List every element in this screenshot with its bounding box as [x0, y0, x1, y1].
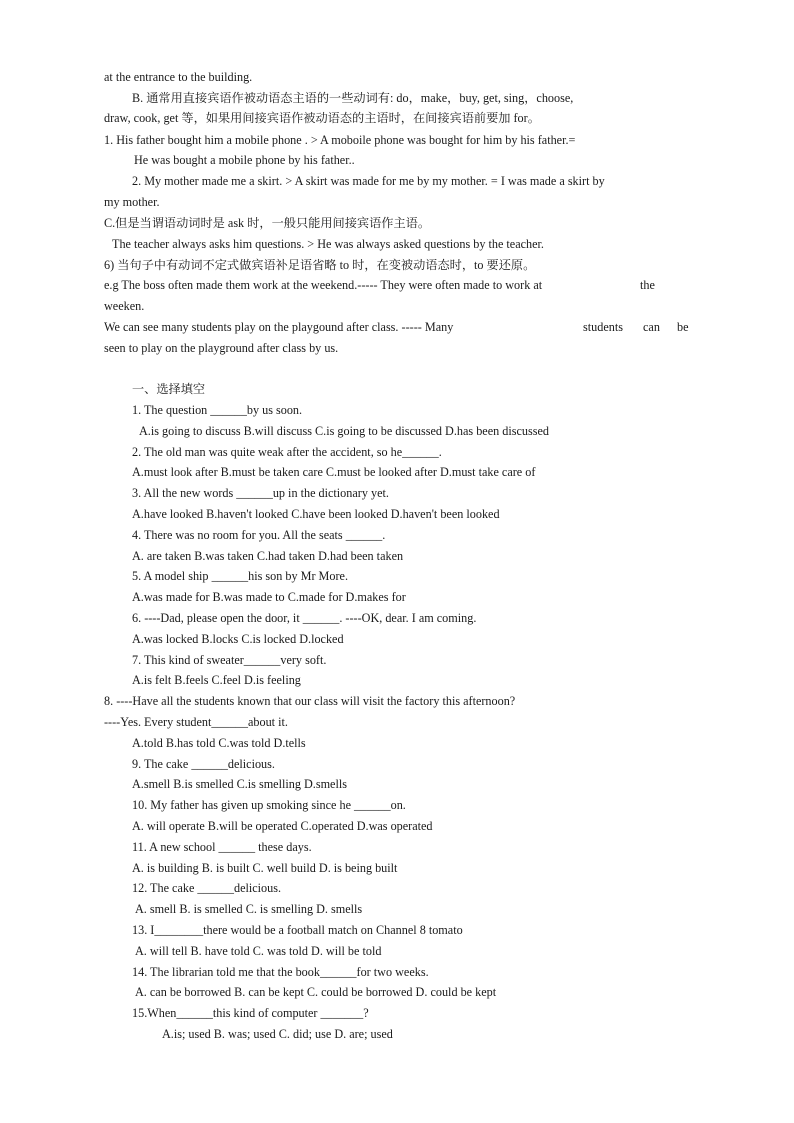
answer-options: A.is going to discuss B.will discuss C.is going to be discussed D.has been discussed — [139, 424, 549, 438]
answer-options: A.is; used B. was; used C. did; use D. are; used — [162, 1027, 393, 1041]
answer-options: A.smell B.is smelled C.is smelling D.smells — [132, 777, 347, 791]
question: 4. There was no room for you. All the seats ______. — [132, 528, 386, 542]
example-sentence — [104, 277, 655, 293]
text-segment: be — [677, 320, 689, 334]
question: 15.When______this kind of computer _______? — [132, 1006, 369, 1020]
question: 12. The cake ______delicious. — [132, 881, 282, 895]
question: 7. This kind of sweater______very soft. — [132, 653, 327, 667]
example-sentence: weeken. — [104, 299, 145, 313]
answer-options: A. are taken B.was taken C.had taken D.had been taken — [132, 549, 404, 563]
section-heading: 一、选择填空 — [132, 382, 206, 396]
question: 9. The cake ______delicious. — [132, 757, 275, 771]
example-sentence — [104, 319, 689, 335]
intro-line: B. 通常用直接宾语作被动语态主语的一些动词有: do，make，buy, get, sing，choose, — [132, 91, 574, 105]
example-sentence: 1. His father bought him a mobile phone . > A moboile phone was bought for him by his father.= — [104, 133, 576, 147]
question: 11. A new school ______ these days. — [132, 840, 312, 854]
answer-options: A.is felt B.feels C.feel D.is feeling — [132, 673, 301, 687]
question: 10. My father has given up smoking since he ______on. — [132, 798, 406, 812]
answer-options: A. smell B. is smelled C. is smelling D. smells — [135, 902, 363, 916]
text-segment: e.g The boss often made them work at the weekend.----- They were often made to work at — [104, 278, 543, 292]
answer-options: A. can be borrowed B. can be kept C. could be borrowed D. could be kept — [135, 985, 497, 999]
intro-line: at the entrance to the building. — [104, 70, 253, 84]
example-sentence: my mother. — [104, 195, 160, 209]
intro-line: C.但是当谓语动词时是 ask 时，一般只能用间接宾语作主语。 — [104, 216, 431, 230]
text-segment: We can see many students play on the playgound after class. ----- Many — [104, 320, 454, 334]
example-sentence: The teacher always asks him questions. > He was always asked questions by the teacher. — [112, 237, 544, 251]
answer-options: A.must look after B.must be taken care C.must be looked after D.must take care of — [132, 465, 536, 479]
text-segment: the — [640, 278, 655, 292]
example-sentence: 2. My mother made me a skirt. > A skirt was made for me by my mother. = I was made a skirt by — [132, 174, 605, 188]
answer-options: A.told B.has told C.was told D.tells — [132, 736, 306, 750]
question: 13. I________there would be a football match on Channel 8 tomato — [132, 923, 463, 937]
question: 8. ----Have all the students known that our class will visit the factory this afternoon? — [104, 694, 516, 708]
answer-options: A.was locked B.locks C.is locked D.locked — [132, 632, 344, 646]
answer-options: A. is building B. is built C. well build D. is being built — [132, 861, 398, 875]
answer-options: A. will tell B. have told C. was told D. will be told — [135, 944, 382, 958]
text-segment: students — [583, 320, 623, 334]
question: 14. The librarian told me that the book______for two weeks. — [132, 965, 429, 979]
question: 5. A model ship ______his son by Mr More. — [132, 569, 348, 583]
question-line: ----Yes. Every student______about it. — [104, 715, 288, 729]
text-segment: can — [643, 320, 660, 334]
example-sentence: seen to play on the playground after class by us. — [104, 341, 339, 355]
answer-options: A. will operate B.will be operated C.operated D.was operated — [132, 819, 433, 833]
intro-line: 6) 当句子中有动词不定式做宾语补足语省略 to 时，在变被动语态时，to 要还原。 — [104, 258, 536, 272]
question: 6. ----Dad, please open the door, it ______. ----OK, dear. I am coming. — [132, 611, 477, 625]
answer-options: A.was made for B.was made to C.made for D.makes for — [132, 590, 406, 604]
question: 2. The old man was quite weak after the accident, so he______. — [132, 445, 442, 459]
intro-line: draw, cook, get 等，如果用间接宾语作被动语态的主语时，在间接宾语前要加 for。 — [104, 111, 540, 125]
question: 1. The question ______by us soon. — [132, 403, 303, 417]
example-sentence: He was bought a mobile phone by his father.. — [134, 153, 355, 167]
answer-options: A.have looked B.haven't looked C.have been looked D.haven't been looked — [132, 507, 500, 521]
question: 3. All the new words ______up in the dictionary yet. — [132, 486, 389, 500]
